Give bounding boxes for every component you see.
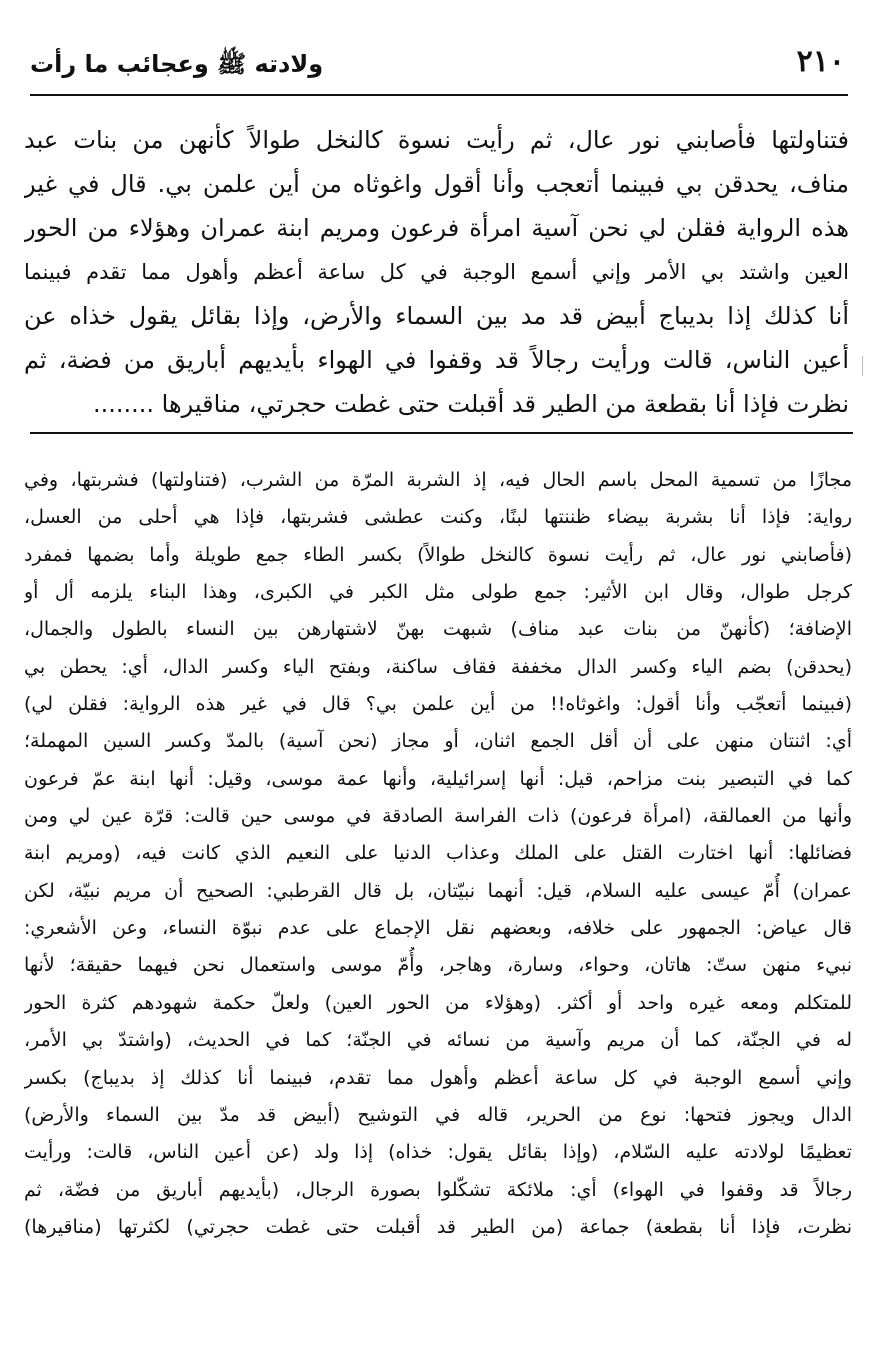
commentary-line: رواية: فإذا أنا بشربة بيضاء ظننتها لبنًا، وكنت عطشى فشربتها، فإذا هي أحلى من العسل،: [24, 506, 852, 529]
commentary-line: نبيء منهن ستّ: هاتان، وحواء، وسارة، وهاجر، وأُمّ موسى واستعمال نحن فيهما حقيقة؛ لأنها: [24, 954, 852, 977]
main-text-line: العين واشتد بي الأمر وإني أسمع الوجبة في كل ساعة أعظم وأهول مما تقدم فبينما: [24, 260, 849, 284]
commentary-line: أي: اثنتان منهن على أن أقل الجمع اثنان، أو مجاز (نحن آسية) بالمدّ وكسر السين المهملة؛: [24, 730, 852, 753]
commentary-line: كرجل طوال، وقال ابن الأثير: جمع طولى مثل الكبر في الكبرى، وهذا البناء يلزمه أل أو: [24, 581, 852, 604]
commentary-line: للمتكلم ومعه غيره واحد أو أكثر. (وهؤلاء من الحور العين) ولعلّ حكمة شهودهم كثرة الحور: [24, 991, 852, 1014]
commentary-line: تعظيمًا لولادته عليه السّلام، (وإذا بقائل يقول: خذاه) إذا ولد (عن أعين الناس، قالت: ورأيت: [24, 1141, 852, 1164]
page-header: [30, 38, 845, 94]
main-text-line: فتناولتها فأصابني نور عال، ثم رأيت نسوة كالنخل طوالاً كأنهن من بنات عبد: [24, 126, 849, 154]
commentary-line: فضائلها: أنها اختارت القتل على الملك وعذاب الدنيا على النعيم الذي كانت فيه، (ومريم ابنة: [24, 842, 852, 865]
commentary-line: (فأصابني نور عال، ثم رأيت نسوة كالنخل طوالاً) بكسر الطاء جمع طويلة وأما بضمها فمفرد: [24, 543, 852, 566]
commentary-block: [24, 462, 852, 1246]
margin-mark: [862, 356, 863, 376]
commentary-line: رجالاً قد وقفوا في الهواء) أي: ملائكة تشكّلوا بصورة الرجال، (بأيديهم أباريق من فضّة، ثم: [24, 1178, 852, 1201]
commentary-line: نظرت، فإذا أنا بقطعة) جماعة (من الطير قد أقبلت حتى غطت حجرتي) لكثرتها (مناقيرها): [24, 1215, 852, 1238]
commentary-line: كما في التبصير بنت مزاحم، قيل: أنها إسرائيلية، وأنها عمة موسى، وقيل: أنها ابنة عمّ فرعون: [24, 767, 852, 790]
main-text-line: نظرت فإذا أنا بقطعة من الطير قد أقبلت حتى غطت حجرتي، مناقيرها ........: [93, 390, 849, 418]
commentary-line: الإضافة؛ (كأنهنّ من بنات عبد مناف) شبهت بهنّ لاشتهارهن بين النساء بالطول والجمال،: [24, 618, 852, 641]
main-text-line: أعين الناس، قالت ورأيت رجالاً قد وقفوا في الهواء بأيديهم أباريق من فضة، ثم: [24, 346, 849, 374]
commentary-line: (يحدقن) بضم الياء وكسر الدال مخففة فقاف ساكنة، وبفتح الياء وكسر الدال، أي: يحطن بي: [24, 655, 852, 678]
commentary-line: عمران) أُمّ عيسى عليه السلام، قيل: أنهما نبيّتان، بل قال القرطبي: الصحيح أن مريم نبيّة، لكن: [24, 879, 852, 902]
main-text-line: مناف، يحدقن بي فبينما أتعجب وأنا أقول واغوثاه من أين علمن بي. قال في غير: [24, 170, 849, 198]
commentary-line: له في الجنّة، كما أن مريم وآسية من نسائه في الجنّة؛ كما في الحديث، (واشتدّ بي الأمر،: [24, 1029, 852, 1052]
commentary-line: مجازًا من تسمية المحل باسم الحال فيه، إذ الشربة المرّة من الشرب، (فتناولتها) فشربتها، وفي: [24, 469, 852, 491]
running-title: ولادته ﷺ وعجائب ما رأت: [30, 50, 324, 78]
header-divider: [30, 94, 848, 96]
commentary-line: وإني أسمع الوجبة في كل ساعة أعظم وأهول مما تقدم، فبينما أنا كذلك إذ بديباج) بكسر: [24, 1066, 852, 1089]
page-number: ٢١٠: [796, 44, 845, 79]
commentary-line: وأنها من العمالقة، (امرأة فرعون) ذات الفراسة الصادقة في موسى حين قالت: قرّة عين لي ومن: [24, 805, 852, 828]
commentary-line: قال عياض: الجمهور على خلافه، وبعضهم نقل الإجماع على عدم نبوّة النساء، وعن الأشعري:: [24, 917, 852, 940]
commentary-line: الدال ويجوز فتحها: نوع من الحرير، قاله في التوشيح (أبيض قد مدّ بين السماء والأرض): [24, 1103, 852, 1126]
main-text-line: أنا كذلك إذا بديباج أبيض قد مد بين السماء والأرض، وإذا بقائل يقول خذاه عن: [24, 302, 849, 330]
main-text-line: هذه الرواية فقلن لي نحن آسية امرأة فرعون ومريم ابنة عمران وهؤلاء من الحور: [24, 214, 849, 242]
section-divider: [30, 432, 853, 434]
main-text-block: [24, 118, 849, 426]
commentary-line: (فبينما أتعجّب وأنا أقول: واغوثاه!! من أين علمن بي؟ قال في غير هذه الرواية: فقلن لي): [24, 693, 852, 716]
